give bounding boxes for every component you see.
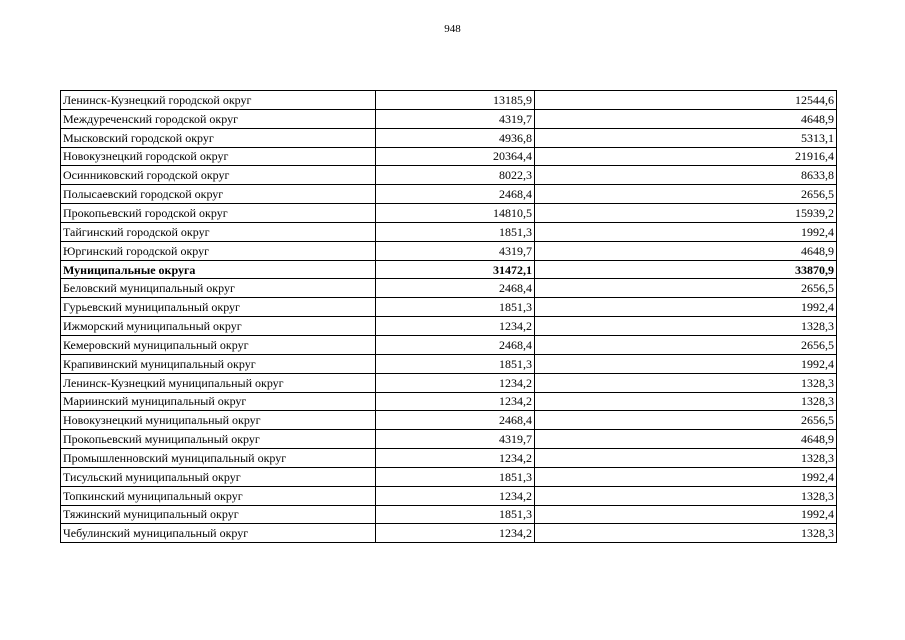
row-value-1-cell: 31472,1: [376, 260, 535, 279]
row-value-1-cell: 1851,3: [376, 467, 535, 486]
table-row: [61, 524, 837, 543]
table-body: [61, 91, 837, 543]
table-row: [61, 222, 837, 241]
row-name-cell: Ижморский муниципальный округ: [61, 317, 376, 336]
table-row: [61, 486, 837, 505]
table-row: [61, 449, 837, 468]
row-name-cell: Прокопьевский городской округ: [61, 204, 376, 223]
table-row: [61, 335, 837, 354]
row-name-cell: Ленинск-Кузнецкий городской округ: [61, 91, 376, 110]
table-row: [61, 128, 837, 147]
row-value-1-cell: 4936,8: [376, 128, 535, 147]
table-row: [61, 109, 837, 128]
row-value-1-cell: 1234,2: [376, 449, 535, 468]
table-row: [61, 279, 837, 298]
table-row: [61, 298, 837, 317]
row-value-2-cell: 21916,4: [535, 147, 837, 166]
row-name-cell: Гурьевский муниципальный округ: [61, 298, 376, 317]
table-row: [61, 354, 837, 373]
row-value-2-cell: 1328,3: [535, 524, 837, 543]
row-value-2-cell: 4648,9: [535, 109, 837, 128]
row-value-1-cell: 1234,2: [376, 392, 535, 411]
row-name-cell: Беловский муниципальный округ: [61, 279, 376, 298]
row-value-2-cell: 5313,1: [535, 128, 837, 147]
row-name-cell: Ленинск-Кузнецкий муниципальный округ: [61, 373, 376, 392]
row-name-cell: Междуреченский городской округ: [61, 109, 376, 128]
row-name-cell: Чебулинский муниципальный округ: [61, 524, 376, 543]
row-value-1-cell: 1234,2: [376, 373, 535, 392]
row-value-1-cell: 2468,4: [376, 411, 535, 430]
row-name-cell: Прокопьевский муниципальный округ: [61, 430, 376, 449]
row-value-2-cell: 1992,4: [535, 222, 837, 241]
table-row: [61, 505, 837, 524]
row-name-cell: Мысковский городской округ: [61, 128, 376, 147]
row-value-1-cell: 2468,4: [376, 335, 535, 354]
row-value-2-cell: 1328,3: [535, 373, 837, 392]
row-value-2-cell: 33870,9: [535, 260, 837, 279]
table-row: [61, 467, 837, 486]
row-value-2-cell: 2656,5: [535, 411, 837, 430]
row-name-cell: Топкинский муниципальный округ: [61, 486, 376, 505]
row-value-2-cell: 4648,9: [535, 430, 837, 449]
row-name-cell: Крапивинский муниципальный округ: [61, 354, 376, 373]
row-value-2-cell: 15939,2: [535, 204, 837, 223]
table-row: [61, 91, 837, 110]
row-value-1-cell: 2468,4: [376, 185, 535, 204]
row-value-1-cell: 1851,3: [376, 505, 535, 524]
row-value-2-cell: 1992,4: [535, 354, 837, 373]
row-value-2-cell: 1992,4: [535, 467, 837, 486]
table-row: [61, 166, 837, 185]
table-row-group-total: [61, 260, 837, 279]
row-value-1-cell: 20364,4: [376, 147, 535, 166]
row-value-2-cell: 8633,8: [535, 166, 837, 185]
row-value-2-cell: 12544,6: [535, 91, 837, 110]
row-name-cell: Полысаевский городской округ: [61, 185, 376, 204]
row-value-2-cell: 1328,3: [535, 317, 837, 336]
row-value-2-cell: 2656,5: [535, 279, 837, 298]
row-name-cell: Новокузнецкий муниципальный округ: [61, 411, 376, 430]
row-name-cell: Осинниковский городской округ: [61, 166, 376, 185]
table-row: [61, 147, 837, 166]
row-name-cell: Тяжинский муниципальный округ: [61, 505, 376, 524]
row-value-1-cell: 2468,4: [376, 279, 535, 298]
row-value-1-cell: 4319,7: [376, 109, 535, 128]
table-row: [61, 430, 837, 449]
row-value-1-cell: 1851,3: [376, 298, 535, 317]
row-value-1-cell: 4319,7: [376, 241, 535, 260]
table-row: [61, 411, 837, 430]
row-name-cell: Тайгинский городской округ: [61, 222, 376, 241]
row-value-2-cell: 4648,9: [535, 241, 837, 260]
row-value-1-cell: 1851,3: [376, 354, 535, 373]
row-value-2-cell: 1328,3: [535, 486, 837, 505]
row-name-cell: Мариинский муниципальный округ: [61, 392, 376, 411]
table-row: [61, 317, 837, 336]
row-value-1-cell: 1234,2: [376, 524, 535, 543]
row-name-cell: Тисульский муниципальный округ: [61, 467, 376, 486]
table-row: [61, 392, 837, 411]
row-name-cell: Новокузнецкий городской округ: [61, 147, 376, 166]
row-value-2-cell: 2656,5: [535, 335, 837, 354]
row-value-1-cell: 4319,7: [376, 430, 535, 449]
row-value-2-cell: 1992,4: [535, 505, 837, 524]
row-name-cell: Юргинский городской округ: [61, 241, 376, 260]
table-row: [61, 185, 837, 204]
row-value-1-cell: 1851,3: [376, 222, 535, 241]
row-value-1-cell: 13185,9: [376, 91, 535, 110]
budget-table: [60, 90, 837, 543]
page-number: 948: [444, 23, 461, 35]
row-name-cell: Промышленновский муниципальный округ: [61, 449, 376, 468]
table-row: [61, 373, 837, 392]
row-value-2-cell: 1992,4: [535, 298, 837, 317]
row-value-2-cell: 2656,5: [535, 185, 837, 204]
row-name-cell: Кемеровский муниципальный округ: [61, 335, 376, 354]
row-value-1-cell: 1234,2: [376, 486, 535, 505]
row-value-1-cell: 1234,2: [376, 317, 535, 336]
table-row: [61, 204, 837, 223]
row-name-cell: Муниципальные округа: [61, 260, 376, 279]
row-value-2-cell: 1328,3: [535, 392, 837, 411]
row-value-1-cell: 8022,3: [376, 166, 535, 185]
row-value-1-cell: 14810,5: [376, 204, 535, 223]
table-row: [61, 241, 837, 260]
row-value-2-cell: 1328,3: [535, 449, 837, 468]
